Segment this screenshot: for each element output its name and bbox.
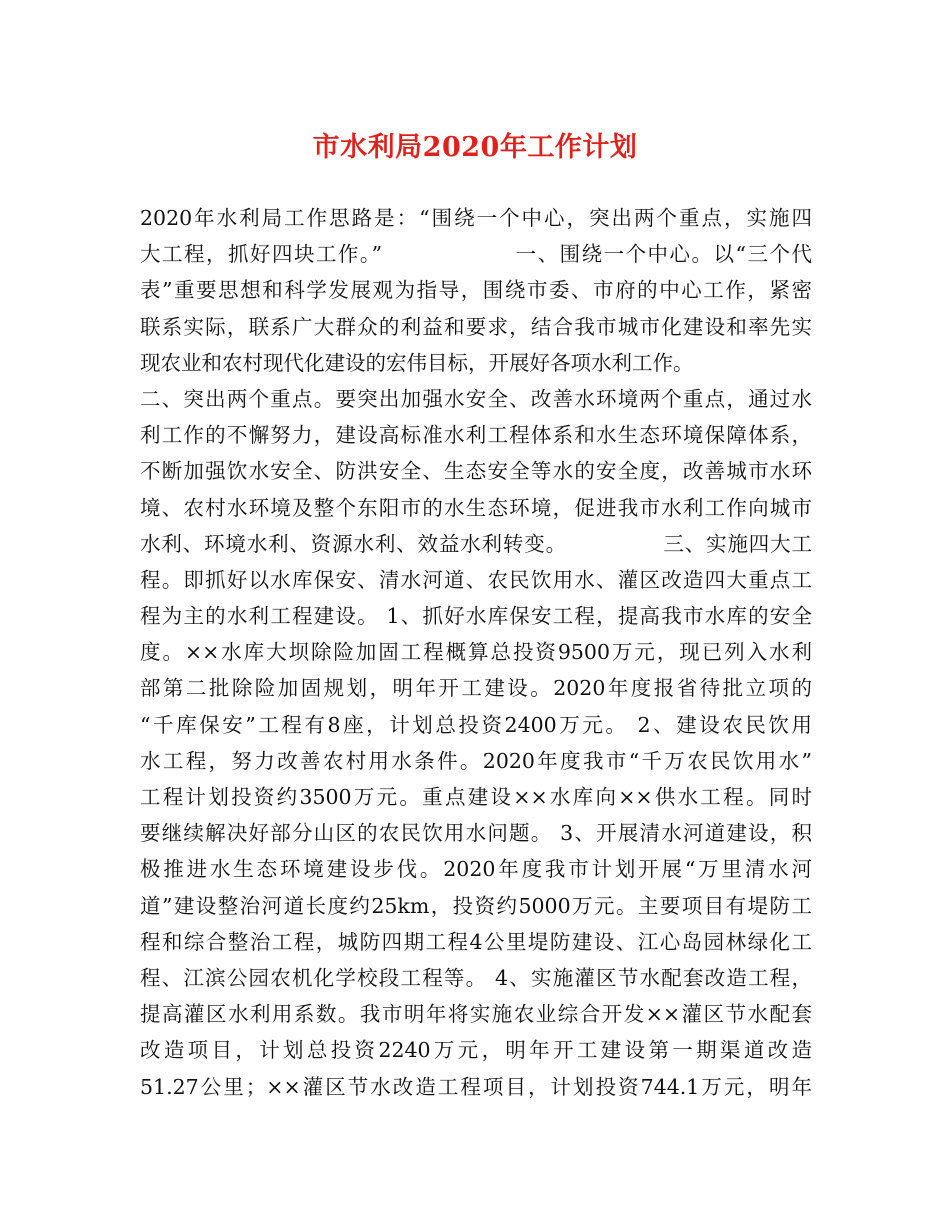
body-line: 程为主的水利工程建设。 1、抓好水库保安工程，提高我市水库的安全	[140, 604, 812, 629]
body-line: 51.27公里；××灌区节水改造工程项目，计划投资744.1万元，明年	[140, 1074, 812, 1099]
body-line: 改造项目，计划总投资2240万元，明年开工建设第一期渠道改造	[140, 1038, 812, 1063]
body-line: “千库保安”工程有8座，计划总投资2400万元。 2、建设农民饮用	[140, 712, 812, 737]
body-line: 极推进水生态环境建设步伐。2020年度我市计划开展“万里清水河	[140, 857, 812, 882]
document-body	[140, 200, 812, 1105]
body-line: 现农业和农村现代化建设的宏伟目标，开展好各项水利工作。	[140, 350, 694, 375]
body-line: 道”建设整治河道长度约25km，投资约5000万元。主要项目有堤防工	[140, 893, 812, 918]
body-line: 联系实际，联系广大群众的利益和要求，结合我市城市化建设和率先实	[140, 314, 812, 339]
body-line: 程、江滨公园农机化学校段工程等。 4、实施灌区节水配套改造工程，	[140, 965, 812, 990]
body-line: 提高灌区水利用系数。我市明年将实施农业综合开发××灌区节水配套	[140, 1002, 812, 1027]
body-line: 利工作的不懈努力，建设高标准水利工程体系和水生态环境保障体系，	[140, 423, 812, 448]
body-line: 表”重要思想和科学发展观为指导，围绕市委、市府的中心工作，紧密	[140, 278, 812, 303]
body-line: 工程计划投资约3500万元。重点建设××水库向××供水工程。同时	[140, 785, 812, 809]
document-title: 市水利局2020年工作计划	[312, 132, 638, 163]
body-line: 境、农村水环境及整个东阳市的水生态环境，促进我市水利工作向城市	[140, 495, 812, 520]
body-line: 水利、环境水利、资源水利、效益水利转变。 三、实施四大工	[140, 531, 812, 556]
body-line: 要继续解决好部分山区的农民饮用水问题。 3、开展清水河道建设，积	[140, 821, 812, 846]
body-line: 不断加强饮水安全、防洪安全、生态安全等水的安全度，改善城市水环	[140, 459, 812, 484]
body-line: 程和综合整治工程，城防四期工程4公里堤防建设、江心岛园林绿化工	[140, 929, 812, 954]
body-line: 2020年水利局工作思路是：“围绕一个中心，突出两个重点，实施四	[140, 206, 812, 230]
body-line: 大工程，抓好四块工作。” 一、围绕一个中心。以“三个代	[140, 242, 812, 267]
body-line: 水工程，努力改善农村用水条件。2020年度我市“千万农民饮用水”	[140, 748, 812, 773]
body-line: 度。××水库大坝除险加固工程概算总投资9500万元，现已列入水利	[140, 640, 812, 665]
body-line: 二、突出两个重点。要突出加强水安全、改善水环境两个重点，通过水	[140, 386, 812, 411]
body-line: 程。即抓好以水库保安、清水河道、农民饮用水、灌区改造四大重点工	[140, 567, 812, 592]
body-line: 部第二批除险加固规划，明年开工建设。2020年度报省待批立项的	[140, 676, 812, 701]
